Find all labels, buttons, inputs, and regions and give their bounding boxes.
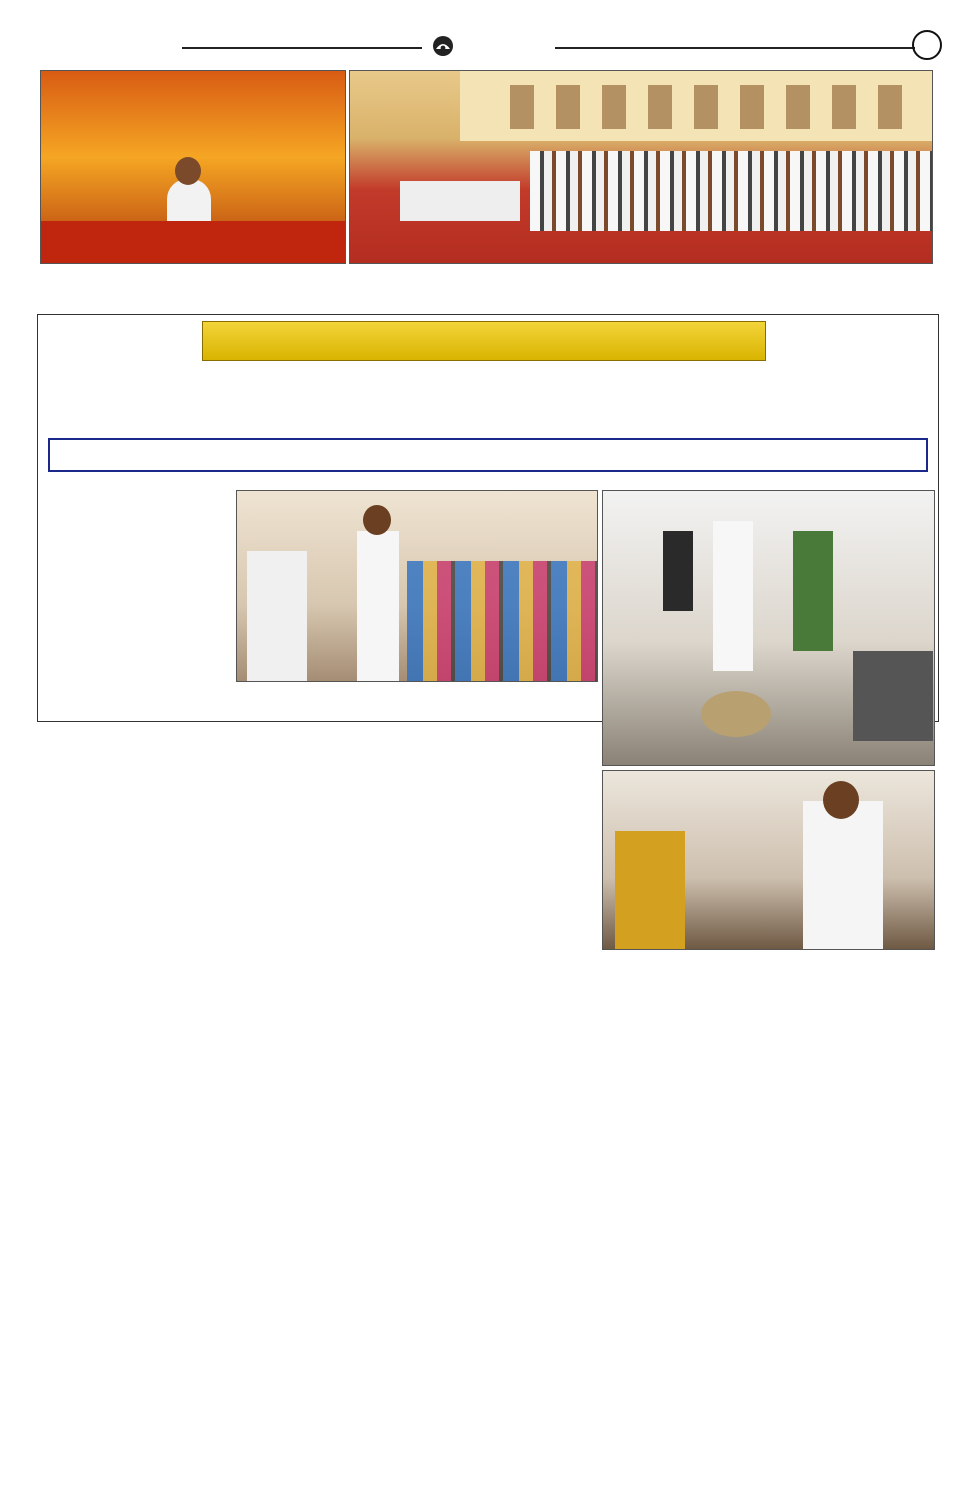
tasting-woman (615, 831, 685, 950)
masthead-center (432, 32, 552, 60)
desk (400, 181, 520, 221)
official-figure (247, 551, 307, 682)
photo-overlay-bottom-text (41, 221, 346, 264)
cm-figure (357, 531, 399, 682)
kitchen-stove (853, 651, 933, 741)
masthead-rule-left (182, 47, 422, 49)
page-number (912, 30, 942, 60)
kitchen-person-3 (793, 531, 833, 651)
tasting-man (803, 801, 883, 950)
masthead-rule-right (555, 47, 915, 49)
kitchen-person-2 (713, 521, 753, 671)
cm-head (363, 505, 391, 535)
main-quote (48, 438, 928, 472)
main-col1 (44, 484, 232, 487)
sun-emblem-icon (432, 35, 454, 57)
main-photo-students (236, 490, 598, 682)
top-photo-stage (40, 70, 346, 264)
speaker-head (175, 157, 201, 185)
main-kicker (202, 321, 766, 361)
main-photo-tasting (602, 770, 935, 950)
portrait-row (510, 85, 910, 129)
tasting-head (823, 781, 859, 819)
students-row (407, 561, 597, 682)
main-photo-kitchen (602, 490, 935, 766)
kitchen-person-1 (663, 531, 693, 611)
kitchen-pot (701, 691, 771, 737)
top-photo-meeting (349, 70, 933, 264)
masthead (30, 30, 942, 64)
audience (530, 151, 933, 231)
